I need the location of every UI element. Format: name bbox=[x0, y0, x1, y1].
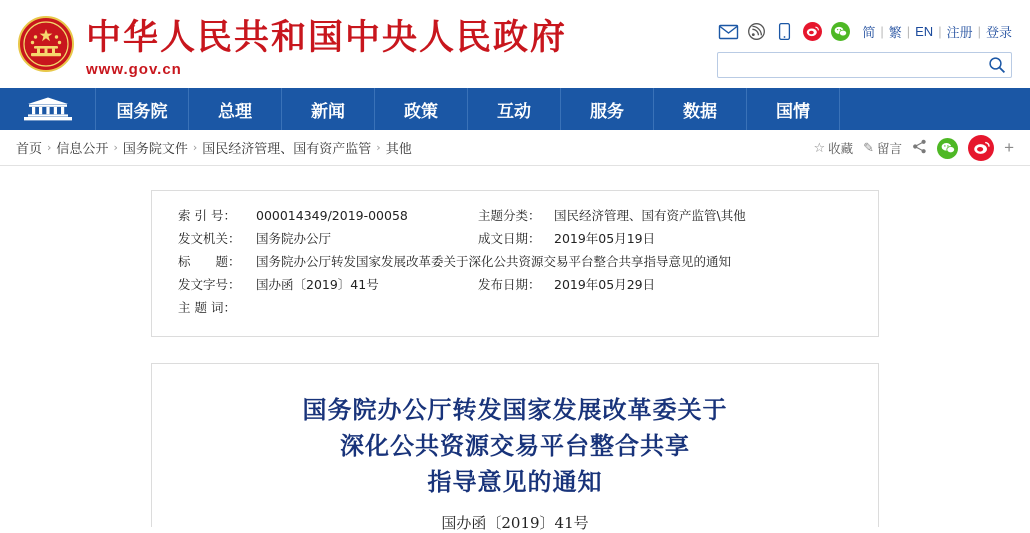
nav-home-icon[interactable] bbox=[0, 88, 96, 130]
rss-icon[interactable] bbox=[747, 23, 766, 40]
table-row bbox=[178, 228, 852, 249]
meta-value-topic-category: 国民经济管理、国有资产监管\其他 bbox=[554, 208, 746, 223]
favorite-label: 收藏 bbox=[828, 142, 854, 156]
breadcrumb-separator-2: › bbox=[113, 141, 118, 154]
site-header bbox=[0, 0, 1030, 88]
article-doc-number: 国办函〔2019〕41号 bbox=[441, 514, 589, 532]
message-label: 留言 bbox=[877, 142, 903, 156]
breadcrumb bbox=[16, 138, 412, 157]
lang-english[interactable]: EN bbox=[915, 24, 934, 39]
share-button[interactable] bbox=[912, 139, 927, 157]
breadcrumb-separator-4: › bbox=[376, 141, 381, 154]
nav-item-guoqing[interactable]: 国情 bbox=[747, 88, 840, 130]
table-row bbox=[178, 274, 852, 295]
lang-simplified[interactable]: 简 bbox=[862, 25, 876, 40]
breadcrumb-bar bbox=[0, 130, 1030, 166]
mail-icon[interactable] bbox=[719, 23, 738, 40]
mobile-icon[interactable] bbox=[775, 23, 794, 40]
more-share-icon[interactable]: + bbox=[1004, 138, 1014, 157]
nav-item-hudong[interactable]: 互动 bbox=[468, 88, 561, 130]
message-button[interactable] bbox=[863, 139, 902, 157]
national-emblem-icon bbox=[18, 16, 74, 72]
meta-value-publish-date: 2019年05月29日 bbox=[554, 277, 656, 292]
breadcrumb-item-state-council-docs[interactable]: 国务院文件 bbox=[122, 142, 188, 157]
table-row bbox=[178, 205, 852, 226]
register-link[interactable]: 注册 bbox=[946, 25, 973, 40]
meta-value-index: 000014349/2019-00058 bbox=[256, 208, 408, 223]
breadcrumb-item-info-disclosure[interactable]: 信息公开 bbox=[56, 142, 109, 157]
nav-item-xinwen[interactable]: 新闻 bbox=[282, 88, 375, 130]
meta-label-topic-category: 主题分类： bbox=[478, 208, 541, 223]
document-metadata-table bbox=[151, 190, 879, 337]
nav-item-zhengce[interactable]: 政策 bbox=[375, 88, 468, 130]
meta-value-doc-number: 国办函〔2019〕41号 bbox=[256, 277, 379, 292]
meta-value-written-date: 2019年05月19日 bbox=[554, 231, 656, 246]
nav-item-zongli[interactable]: 总理 bbox=[189, 88, 282, 130]
search-bar[interactable] bbox=[717, 52, 1012, 78]
meta-label-issuing-agency: 发文机关： bbox=[178, 231, 241, 246]
lang-traditional[interactable]: 繁 bbox=[888, 25, 902, 40]
weibo-icon[interactable] bbox=[803, 22, 822, 41]
meta-value-issuing-agency: 国务院办公厅 bbox=[256, 231, 332, 246]
link-separator-2: | bbox=[906, 24, 911, 39]
breadcrumb-separator-1: › bbox=[47, 141, 52, 154]
meta-label-title: 标 题： bbox=[178, 254, 241, 269]
search-icon[interactable] bbox=[988, 56, 1006, 74]
page-title bbox=[192, 392, 838, 500]
article-container bbox=[151, 363, 879, 532]
main-nav bbox=[0, 88, 1030, 130]
favorite-button[interactable] bbox=[813, 139, 853, 157]
share-weibo-icon[interactable] bbox=[968, 135, 994, 161]
meta-label-written-date: 成文日期： bbox=[478, 231, 541, 246]
login-link[interactable]: 登录 bbox=[985, 25, 1012, 40]
pencil-icon: ✎ bbox=[863, 140, 875, 155]
site-url: www.gov.cn bbox=[86, 61, 182, 78]
page-actions bbox=[813, 130, 1014, 166]
share-wechat-icon[interactable] bbox=[937, 138, 958, 159]
breadcrumb-separator-3: › bbox=[192, 141, 198, 154]
table-row bbox=[178, 251, 852, 272]
breadcrumb-item-other[interactable]: 其他 bbox=[385, 142, 412, 157]
link-separator-1: | bbox=[880, 24, 884, 39]
breadcrumb-item-home[interactable]: 首页 bbox=[16, 142, 43, 157]
article-title-line-3: 指导意见的通知 bbox=[427, 468, 603, 496]
header-utility-bar bbox=[719, 22, 1012, 41]
meta-label-doc-number: 发文字号： bbox=[178, 277, 241, 292]
site-title: 中华人民共和国中央人民政府 bbox=[86, 18, 568, 58]
site-title-block bbox=[86, 18, 567, 78]
nav-item-shuju[interactable]: 数据 bbox=[654, 88, 747, 130]
table-row bbox=[178, 297, 852, 318]
meta-label-publish-date: 发布日期： bbox=[478, 277, 541, 292]
article-title-line-2: 深化公共资源交易平台整合共享 bbox=[340, 432, 690, 460]
meta-label-index: 索 引 号： bbox=[178, 208, 236, 223]
nav-item-guowuyuan[interactable]: 国务院 bbox=[96, 88, 189, 130]
page-content bbox=[0, 190, 1030, 532]
link-separator-3: | bbox=[938, 24, 942, 39]
article-title-line-1: 国务院办公厅转发国家发展改革委关于 bbox=[302, 396, 728, 424]
meta-label-keywords: 主 题 词： bbox=[178, 300, 236, 315]
wechat-icon[interactable] bbox=[831, 22, 850, 41]
language-and-account-links bbox=[862, 22, 1012, 41]
link-separator-4: | bbox=[977, 24, 981, 39]
meta-value-title: 国务院办公厅转发国家发展改革委关于深化公共资源交易平台整合共享指导意见的通知 bbox=[256, 254, 732, 269]
nav-item-fuwu[interactable]: 服务 bbox=[561, 88, 654, 130]
breadcrumb-item-category[interactable]: 国民经济管理、国有资产监管 bbox=[202, 142, 372, 157]
share-icon bbox=[912, 139, 927, 157]
search-input[interactable] bbox=[718, 53, 973, 77]
star-icon: ☆ bbox=[813, 140, 826, 155]
